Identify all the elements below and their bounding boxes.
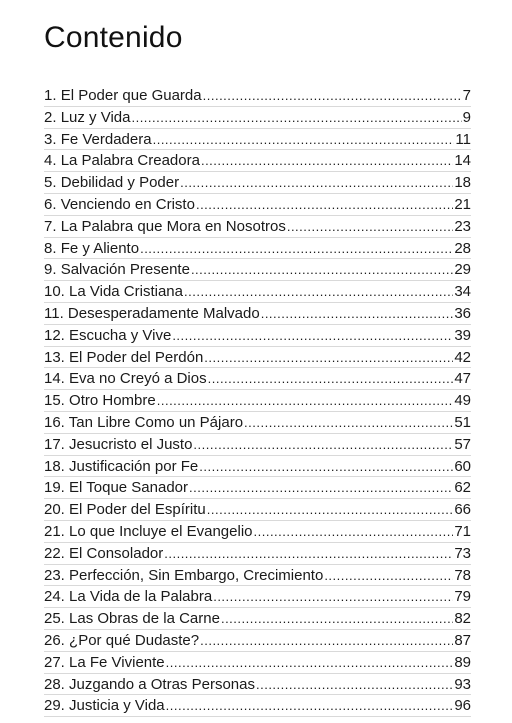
toc-entry-label <box>44 129 152 151</box>
toc-entry-number: 29. <box>44 697 65 715</box>
toc-entry-label <box>44 85 202 107</box>
toc-entry-label <box>44 107 130 129</box>
toc-entry-page-number: 34 <box>454 283 471 301</box>
toc-entry-title: Justicia y Vida <box>69 697 165 715</box>
toc-entry-number: 11. <box>44 304 64 322</box>
toc-entry-label <box>44 565 323 587</box>
dot-leader <box>196 194 453 216</box>
toc-entry[interactable] <box>44 281 471 303</box>
toc-entry-number: 2. <box>44 108 57 126</box>
dot-leader <box>166 652 454 674</box>
dot-leader <box>172 325 453 347</box>
toc-entry-page-number: 66 <box>454 501 471 519</box>
toc-entry[interactable] <box>44 347 471 369</box>
toc-entry-number: 8. <box>44 239 57 257</box>
toc-entry-page-number: 89 <box>454 653 471 671</box>
toc-entry-label <box>44 390 156 412</box>
toc-entry-number: 10. <box>44 283 65 301</box>
toc-entry-label <box>44 172 179 194</box>
dot-leader <box>189 477 453 499</box>
toc-entry[interactable] <box>44 303 471 325</box>
dot-leader <box>287 216 453 238</box>
toc-entry-title: Juzgando a Otras Personas <box>69 675 255 693</box>
toc-entry-number: 26. <box>44 631 65 649</box>
toc-entry-label <box>44 412 243 434</box>
toc-entry-title: El Poder que Guarda <box>60 87 202 104</box>
dot-leader <box>153 129 455 151</box>
toc-entry-number: 15. <box>44 392 65 410</box>
toc-entry[interactable] <box>44 456 471 478</box>
toc-entry-number: 4. <box>44 152 57 170</box>
dot-leader <box>256 674 453 696</box>
toc-entry-number: 20. <box>44 501 65 519</box>
toc-entry-title: Las Obras de la Carne <box>69 610 220 628</box>
toc-entry-page-number: 71 <box>454 522 471 540</box>
toc-entry[interactable] <box>44 194 471 216</box>
toc-entry[interactable] <box>44 107 471 129</box>
page-title: Contenido <box>44 21 183 54</box>
toc-entry-label <box>44 281 183 303</box>
toc-entry-number: 19. <box>44 479 65 497</box>
toc-entry-label <box>44 608 220 630</box>
toc-entry-number: 3. <box>44 130 57 148</box>
toc-entry-number: 24. <box>44 588 65 606</box>
toc-entry-title: La Palabra Creadora <box>60 152 200 170</box>
toc-entry-page-number: 21 <box>454 195 471 213</box>
toc-entry-title: El Poder del Perdón <box>69 348 204 366</box>
dot-leader <box>200 630 453 652</box>
toc-entry[interactable] <box>44 674 471 696</box>
dot-leader <box>166 695 454 717</box>
toc-entry-page-number: 28 <box>454 239 471 257</box>
toc-entry-title: Debilidad y Poder <box>60 174 180 192</box>
toc-entry[interactable] <box>44 412 471 434</box>
toc-entry-label <box>44 499 206 521</box>
toc-entry-number: 9. <box>44 261 57 279</box>
toc-entry-label <box>44 652 165 674</box>
dot-leader <box>180 172 453 194</box>
toc-entry[interactable] <box>44 477 471 499</box>
toc-entry-title: Venciendo en Cristo <box>60 195 195 213</box>
toc-entry[interactable] <box>44 434 471 456</box>
toc-entry-title: El Toque Sanador <box>69 479 189 497</box>
toc-entry-title: Desesperadamente Malvado <box>67 304 260 322</box>
toc-entry[interactable] <box>44 238 471 260</box>
toc-entry-title: Otro Hombre <box>69 392 156 410</box>
toc-entry[interactable] <box>44 695 471 717</box>
toc-entry-page-number: 51 <box>454 413 471 431</box>
toc-entry-number: 23. <box>44 566 65 584</box>
toc-entry-title: La Vida Cristiana <box>69 283 183 301</box>
toc-entry-number: 22. <box>44 544 65 562</box>
dot-leader <box>254 521 454 543</box>
dot-leader <box>199 456 453 478</box>
toc-entry-title: El Poder del Espíritu <box>69 501 206 519</box>
toc-entry-label <box>44 695 165 717</box>
toc-entry-label <box>44 150 200 172</box>
toc-entry-title: Lo que Incluye el Evangelio <box>69 522 253 540</box>
toc-entry-number: 1. <box>44 87 57 104</box>
toc-entry-label <box>44 434 192 456</box>
dot-leader <box>201 150 453 172</box>
toc-entry-page-number: 39 <box>454 326 471 344</box>
toc-entry-label <box>44 325 171 347</box>
toc-entry-page-number: 47 <box>454 370 471 388</box>
toc-entry-label <box>44 238 139 260</box>
toc-entry-title: Fe y Aliento <box>60 239 140 257</box>
toc-entry-title: Eva no Creyó a Dios <box>69 370 207 388</box>
toc-entry-label <box>44 586 212 608</box>
toc-entry-page-number: 87 <box>454 631 471 649</box>
toc-entry-page-number: 7 <box>462 87 471 104</box>
toc-entry-label <box>44 347 203 369</box>
dot-leader <box>324 565 453 587</box>
toc-entry[interactable] <box>44 390 471 412</box>
dot-leader <box>208 368 454 390</box>
toc-entry-page-number: 57 <box>454 435 471 453</box>
dot-leader <box>131 107 461 129</box>
toc-entry-page-number: 78 <box>454 566 471 584</box>
toc-entry-number: 13. <box>44 348 65 366</box>
toc-entry[interactable] <box>44 499 471 521</box>
toc-entry-number: 12. <box>44 326 65 344</box>
toc-entry-page-number: 73 <box>454 544 471 562</box>
toc-entry-page-number: 9 <box>462 108 471 126</box>
toc-entry[interactable] <box>44 172 471 194</box>
toc-entry-title: Perfección, Sin Embargo, Crecimiento <box>69 566 324 584</box>
toc-entry-label <box>44 630 199 652</box>
toc-entry[interactable] <box>44 630 471 652</box>
toc-entry-page-number: 93 <box>454 675 471 693</box>
toc-entry-label <box>44 543 163 565</box>
toc-entry-title: La Palabra que Mora en Nosotros <box>60 217 286 235</box>
toc-entry-label <box>44 368 207 390</box>
toc-entry-title: El Consolador <box>69 544 164 562</box>
dot-leader <box>164 543 453 565</box>
toc-entry[interactable] <box>44 543 471 565</box>
dot-leader <box>140 238 453 260</box>
toc-entry-label <box>44 216 286 238</box>
toc-entry-title: Jesucristo el Justo <box>69 435 193 453</box>
toc-entry-label <box>44 674 255 696</box>
toc-entry[interactable] <box>44 521 471 543</box>
toc-entry-number: 21. <box>44 522 65 540</box>
toc-entry-page-number: 82 <box>454 610 471 628</box>
toc-entry-page-number: 42 <box>454 348 471 366</box>
toc-entry-page-number: 14 <box>454 152 471 170</box>
toc-entry[interactable] <box>44 586 471 608</box>
dot-leader <box>204 347 453 369</box>
toc-entry-title: Escucha y Vive <box>69 326 172 344</box>
toc-entry-title: Tan Libre Como un Pájaro <box>68 413 244 431</box>
toc-entry[interactable] <box>44 368 471 390</box>
toc-entry-number: 14. <box>44 370 65 388</box>
dot-leader <box>261 303 454 325</box>
toc-entry-number: 16. <box>44 413 65 431</box>
toc-entry-page-number: 36 <box>454 304 471 322</box>
dot-leader <box>184 281 453 303</box>
toc-entry[interactable] <box>44 608 471 630</box>
toc-entry-title: Justificación por Fe <box>69 457 199 475</box>
toc-entry-number: 5. <box>44 174 57 192</box>
toc-entry-number: 18. <box>44 457 65 475</box>
toc-entry-page-number: 11 <box>455 130 471 148</box>
dot-leader <box>221 608 453 630</box>
dot-leader <box>157 390 454 412</box>
toc-entry-number: 27. <box>44 653 65 671</box>
toc-entry-title: Salvación Presente <box>60 261 190 279</box>
toc-entry[interactable] <box>44 85 471 107</box>
toc-entry-page-number: 23 <box>454 217 471 235</box>
toc-entry-label <box>44 194 195 216</box>
toc-entry-page-number: 29 <box>454 261 471 279</box>
toc-entry-title: La Fe Viviente <box>69 653 165 671</box>
toc-entry-page-number: 62 <box>454 479 471 497</box>
toc-entry-number: 25. <box>44 610 65 628</box>
toc-entry-page-number: 49 <box>454 392 471 410</box>
dot-leader <box>213 586 453 608</box>
dot-leader <box>244 412 453 434</box>
dot-leader <box>207 499 454 521</box>
toc-entry-page-number: 60 <box>454 457 471 475</box>
toc-entry-page-number: 79 <box>454 588 471 606</box>
toc-entry-page-number: 96 <box>454 697 471 715</box>
toc-entry-title: ¿Por qué Dudaste? <box>69 631 200 649</box>
toc-entry-page-number: 18 <box>454 174 471 192</box>
toc-entry[interactable] <box>44 129 471 151</box>
toc-entry-label <box>44 477 188 499</box>
toc-entry-label <box>44 521 253 543</box>
toc-entry-title: La Vida de la Palabra <box>69 588 213 606</box>
toc-entry-number: 6. <box>44 195 57 213</box>
table-of-contents <box>44 85 471 717</box>
toc-entry[interactable] <box>44 150 471 172</box>
toc-entry-number: 28. <box>44 675 65 693</box>
toc-entry-label <box>44 259 190 281</box>
toc-entry-title: Luz y Vida <box>60 108 131 126</box>
dot-leader <box>203 85 462 107</box>
toc-entry-title: Fe Verdadera <box>60 130 152 148</box>
toc-entry[interactable] <box>44 565 471 587</box>
dot-leader <box>193 434 453 456</box>
toc-entry[interactable] <box>44 325 471 347</box>
dot-leader <box>191 259 453 281</box>
toc-entry[interactable] <box>44 652 471 674</box>
toc-entry[interactable] <box>44 216 471 238</box>
toc-entry-label <box>44 303 260 325</box>
toc-entry-label <box>44 456 198 478</box>
toc-entry[interactable] <box>44 259 471 281</box>
toc-entry-number: 17. <box>44 435 65 453</box>
toc-entry-number: 7. <box>44 217 57 235</box>
